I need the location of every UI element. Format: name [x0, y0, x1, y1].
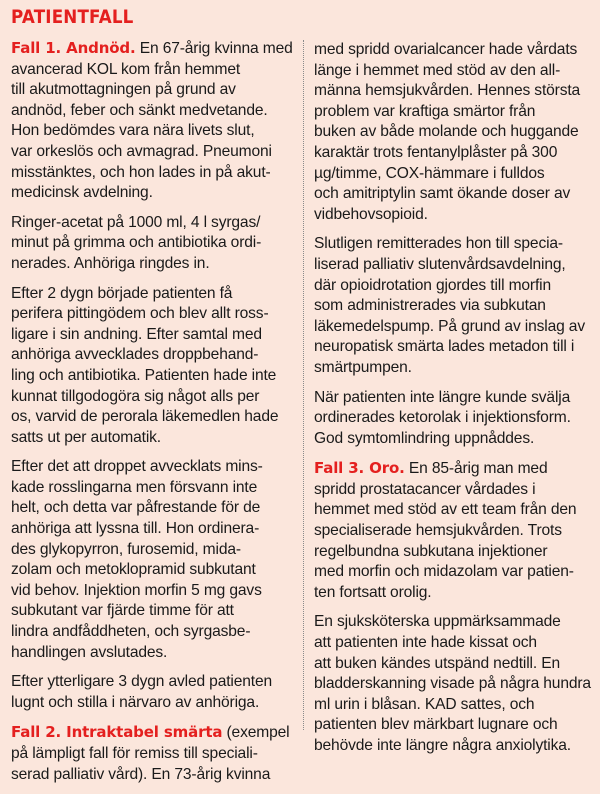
text-line	[11, 540, 296, 561]
line-text: lindra andfåddheten, och syrgasbe-	[11, 623, 251, 641]
text-line	[11, 519, 296, 540]
text-line	[314, 695, 598, 716]
text-line	[314, 429, 598, 450]
line-text: liserad palliativ slutenvårdsavdelning,	[314, 255, 566, 273]
line-text: männa hemsjukvården. Hennes största	[314, 82, 581, 100]
line-text: specialiserade hemsjukvården. Trots	[314, 522, 562, 540]
text-line	[11, 183, 296, 204]
text-line	[11, 121, 296, 142]
text-line	[314, 234, 598, 255]
text-line	[314, 61, 598, 82]
line-text: länge i hemmet med stöd av den all-	[314, 61, 561, 79]
line-text: var orkeslös och avmagrad. Pneumoni	[11, 142, 272, 160]
line-text: karaktär trots fentanylplåster på 300	[314, 143, 558, 161]
paragraph	[314, 612, 598, 756]
text-line	[314, 81, 598, 102]
line-text: zolam och metoklopramid subkutant	[11, 561, 256, 579]
line-text: där opioidrotation gjordes till morfin	[314, 276, 551, 294]
text-line	[314, 296, 598, 317]
line-text: ling och antibiotika. Patienten hade inte	[11, 366, 277, 384]
line-text: kunnat tillgodogöra sig något alls per	[11, 387, 260, 405]
line-text: perifera pittingödem och blev allt ross-	[11, 305, 269, 323]
text-line	[11, 407, 296, 428]
text-line	[314, 102, 598, 123]
text-line	[11, 560, 296, 581]
line-text: spridd prostatacancer vårdades i	[314, 480, 536, 498]
text-line	[11, 581, 296, 602]
line-text: som administrerades via subkutan	[314, 297, 546, 315]
line-text: buken av både molande och huggande	[314, 123, 579, 141]
line-text: hemmet med stöd av ett team från den	[314, 501, 577, 519]
paragraph	[314, 458, 598, 603]
line-text: anhöriga att lyssna till. Hon ordinera-	[11, 520, 260, 538]
text-line	[314, 542, 598, 563]
text-line	[11, 765, 296, 786]
line-text: Efter ytterligare 3 dygn avled patienten	[11, 673, 272, 691]
case-title: Fall 1. Andnöd.	[11, 39, 136, 57]
line-text: Efter det att droppet avvecklats mins-	[11, 458, 263, 476]
text-line	[11, 498, 296, 519]
text-line	[11, 693, 296, 714]
text-line	[11, 142, 296, 163]
text-line	[314, 500, 598, 521]
paragraph	[11, 672, 296, 713]
paragraph	[11, 457, 296, 663]
right-column	[314, 40, 598, 766]
text-line	[314, 736, 598, 757]
text-line	[11, 622, 296, 643]
text-line	[11, 163, 296, 184]
line-text: helt, och detta var påfrestande för de	[11, 499, 261, 517]
line-text: handlingen avslutades.	[11, 643, 168, 661]
line-text: des glykopyrron, furosemid, mida-	[11, 540, 241, 558]
text-line	[314, 164, 598, 185]
case-title: Fall 3. Oro.	[314, 459, 405, 478]
text-line	[11, 345, 296, 366]
text-line	[314, 184, 598, 205]
paragraph	[314, 234, 598, 378]
line-text: Efter 2 dygn började patienten få	[11, 284, 233, 302]
line-text: med spridd ovarialcancer hade vårdats	[314, 41, 578, 58]
text-line	[11, 213, 296, 234]
text-line	[314, 458, 598, 480]
text-line	[314, 583, 598, 604]
line-text: att buken kändes utspänd nedtill. En	[314, 654, 561, 672]
line-text: smärtpumpen.	[314, 358, 412, 376]
text-line	[314, 255, 598, 276]
line-text: Slutligen remitterades hon till specia-	[314, 235, 563, 253]
line-text: regelbundna subkutana injektioner	[314, 542, 548, 560]
text-line	[11, 325, 296, 346]
text-line	[314, 674, 598, 695]
line-text: satts ut per automatik.	[11, 428, 161, 446]
case-title: Fall 2. Intraktabel smärta	[11, 723, 223, 742]
text-line	[314, 122, 598, 143]
line-text: att patienten inte hade kissat och	[314, 634, 537, 652]
left-column	[11, 38, 296, 794]
text-line	[314, 143, 598, 164]
line-text: med morfin och midazolam var patien-	[314, 563, 574, 581]
line-text: En 67-årig kvinna med	[135, 40, 293, 57]
line-text: os, varvid de perorala läkemedlen hade	[11, 408, 279, 426]
text-line	[11, 601, 296, 622]
line-text: serad palliativ vård). En 73-årig kvinna	[11, 765, 271, 783]
line-text: medicinsk avdelning.	[11, 184, 153, 202]
line-text: ten fortsatt orolig.	[314, 583, 432, 601]
line-text: andnöd, feber och sänkt medvetande.	[11, 101, 268, 119]
line-text: läkemedelspump. På grund av inslag av	[314, 317, 585, 335]
text-line	[11, 38, 296, 60]
line-text: Hon bedömdes vara nära livets slut,	[11, 122, 255, 140]
text-line	[314, 654, 598, 675]
line-text: subkutant var fjärde timme för att	[11, 602, 234, 620]
text-line	[314, 358, 598, 379]
column-divider	[303, 40, 304, 730]
text-line	[11, 744, 296, 765]
text-line	[11, 722, 296, 744]
line-text: på lämpligt fall för remiss till speciali-	[11, 745, 258, 762]
text-line	[314, 337, 598, 358]
paragraph	[11, 38, 296, 204]
text-line	[11, 428, 296, 449]
paragraph	[11, 213, 296, 275]
line-text: anhöriga avvecklades droppbehand-	[11, 346, 259, 364]
line-text: till akutmottagningen på grund av	[11, 81, 236, 99]
text-line	[314, 205, 598, 226]
text-line	[11, 387, 296, 408]
text-line	[11, 284, 296, 305]
line-text: kade rosslingarna men försvann inte	[11, 478, 258, 496]
text-line	[11, 233, 296, 254]
line-text: En sjuksköterska uppmärksammade	[314, 613, 561, 631]
line-text: neuropatisk smärta lades metadon till i	[314, 338, 575, 356]
line-text: nerades. Anhöriga ringdes in.	[11, 254, 210, 272]
line-text: vidbehovsopioid.	[314, 205, 428, 223]
line-text: En 85-årig man med	[404, 460, 548, 478]
line-text: ordinerades ketorolak i injektionsform.	[314, 409, 571, 427]
line-text: ml urin i blåsan. KAD sattes, och	[314, 695, 535, 713]
line-text: behövde inte längre några anxiolytika.	[314, 737, 571, 754]
line-text: och amitriptylin samt ökande doser av	[314, 185, 571, 203]
text-line	[11, 672, 296, 693]
text-line	[314, 276, 598, 297]
line-text: vid behov. Injektion morfin 5 mg gavs	[11, 581, 262, 599]
text-line	[314, 562, 598, 583]
text-line	[314, 317, 598, 338]
line-text: misstänktes, och hon lades in på akut-	[11, 163, 271, 181]
line-text: minut på grimma och antibiotika ordi-	[11, 234, 262, 252]
line-text: patienten blev märkbart lugnare och	[314, 716, 558, 734]
text-line	[11, 80, 296, 101]
text-line	[314, 612, 598, 633]
text-line	[314, 388, 598, 409]
text-line	[314, 40, 598, 61]
line-text: µg/timme, COX-hämmare i fulldos	[314, 164, 545, 182]
line-text: Ringer-acetat på 1000 ml, 4 l syrgas/	[11, 213, 261, 231]
line-text: lugnt och stilla i närvaro av anhöriga.	[11, 693, 260, 711]
text-line	[11, 101, 296, 122]
line-text: God symtomlindring uppnåddes.	[314, 429, 535, 447]
paragraph	[11, 722, 296, 785]
text-line	[314, 480, 598, 501]
line-text: bladderskanning visade på några hundra	[314, 675, 591, 693]
text-line	[11, 254, 296, 275]
text-line	[314, 408, 598, 429]
text-line	[11, 478, 296, 499]
text-line	[11, 60, 296, 81]
text-line	[11, 366, 296, 387]
line-text: avancerad KOL kom från hemmet	[11, 60, 241, 78]
line-text: ligare i sin andning. Efter samtal med	[11, 325, 262, 343]
paragraph	[314, 40, 598, 225]
line-text: problem var kraftiga smärtor från	[314, 102, 536, 120]
article-heading: PATIENTFALL	[11, 6, 134, 28]
text-line	[314, 715, 598, 736]
text-line	[314, 521, 598, 542]
line-text: (exempel	[222, 724, 290, 742]
paragraph	[11, 284, 296, 449]
text-line	[314, 633, 598, 654]
text-line	[11, 643, 296, 664]
text-line	[11, 457, 296, 478]
paragraph	[314, 388, 598, 450]
line-text: När patienten inte längre kunde svälja	[314, 388, 571, 406]
text-line	[11, 304, 296, 325]
